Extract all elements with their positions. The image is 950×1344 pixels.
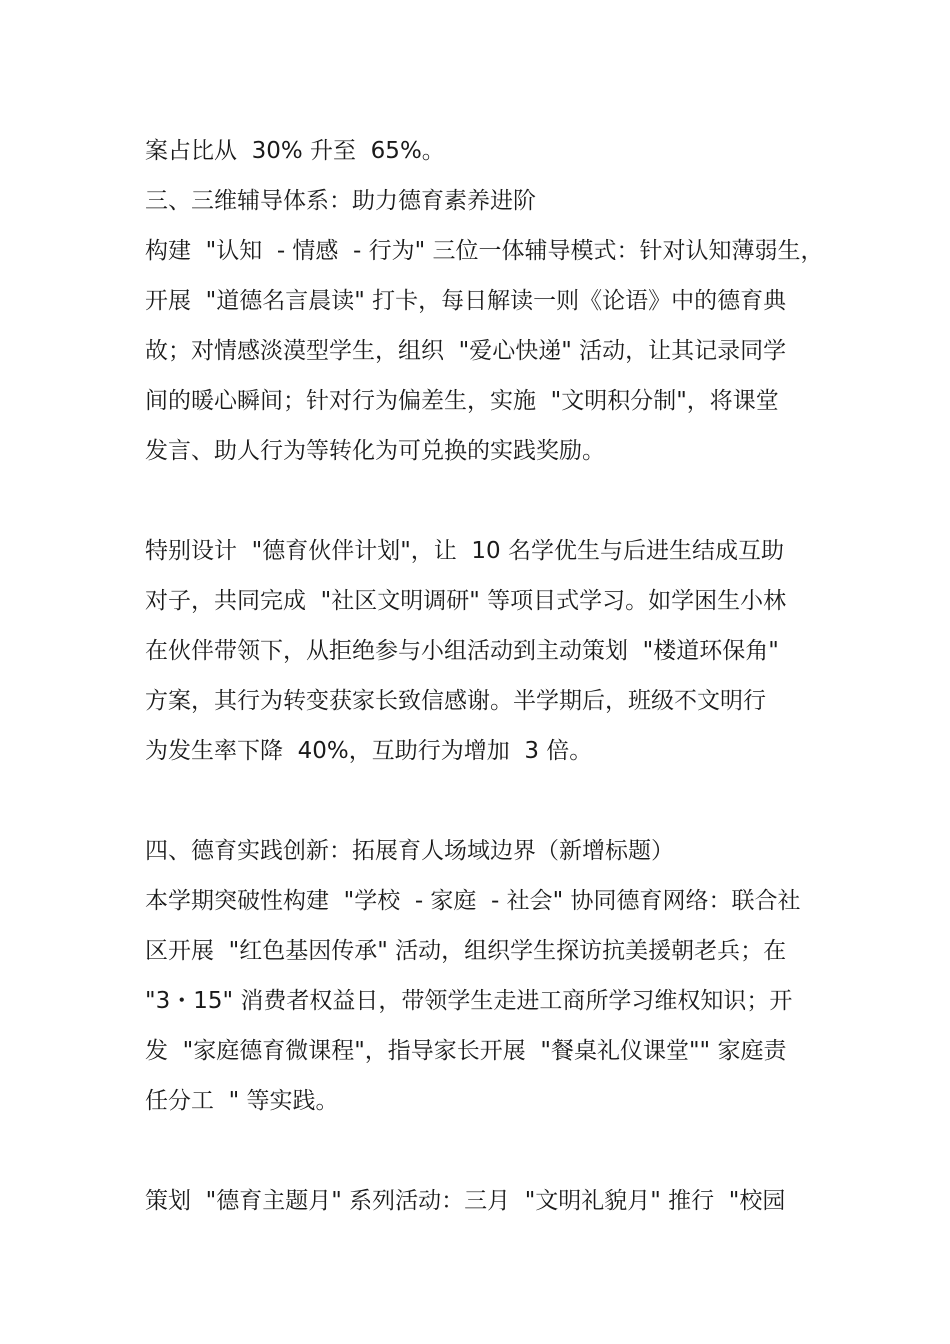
text-line: 案占比从 30% 升至 65%。 xyxy=(145,138,445,164)
text-line: 故；对情感淡漠型学生，组织 "爱心快递" 活动，让其记录同学 xyxy=(145,338,787,364)
text-line: 方案，其行为转变获家长致信感谢。半学期后，班级不文明行 xyxy=(145,688,766,714)
text-line: 本学期突破性构建 "学校 - 家庭 - 社会" 协同德育网络：联合社 xyxy=(145,888,801,914)
section-heading: 三、三维辅导体系：助力德育素养进阶 xyxy=(145,188,536,214)
text-line: "3・15" 消费者权益日，带领学生走进工商所学习维权知识；开 xyxy=(145,988,793,1014)
text-line: 间的暖心瞬间；针对行为偏差生，实施 "文明积分制"，将课堂 xyxy=(145,388,779,414)
text-line: 发 "家庭德育微课程"，指导家长开展 "餐桌礼仪课堂"" 家庭责 xyxy=(145,1038,787,1064)
text-line: 在伙伴带领下，从拒绝参与小组活动到主动策划 "楼道环保角" xyxy=(145,638,779,664)
text-line: 任分工 " 等实践。 xyxy=(145,1088,339,1114)
text-line: 对子，共同完成 "社区文明调研" 等项目式学习。如学困生小林 xyxy=(145,588,787,614)
text-line: 策划 "德育主题月" 系列活动：三月 "文明礼貌月" 推行 "校园 xyxy=(145,1188,786,1214)
text-line: 特别设计 "德育伙伴计划"，让 10 名学优生与后进生结成互助 xyxy=(145,538,784,564)
text-line: 区开展 "红色基因传承" 活动，组织学生探访抗美援朝老兵；在 xyxy=(145,938,787,964)
text-line: 构建 "认知 - 情感 - 行为" 三位一体辅导模式：针对认知薄弱生， xyxy=(145,238,824,264)
section-heading: 四、德育实践创新：拓展育人场域边界（新增标题） xyxy=(145,838,674,864)
text-line: 开展 "道德名言晨读" 打卡，每日解读一则《论语》中的德育典 xyxy=(145,288,787,314)
text-line: 发言、助人行为等转化为可兑换的实践奖励。 xyxy=(145,438,605,464)
text-line: 为发生率下降 40%，互助行为增加 3 倍。 xyxy=(145,738,593,764)
